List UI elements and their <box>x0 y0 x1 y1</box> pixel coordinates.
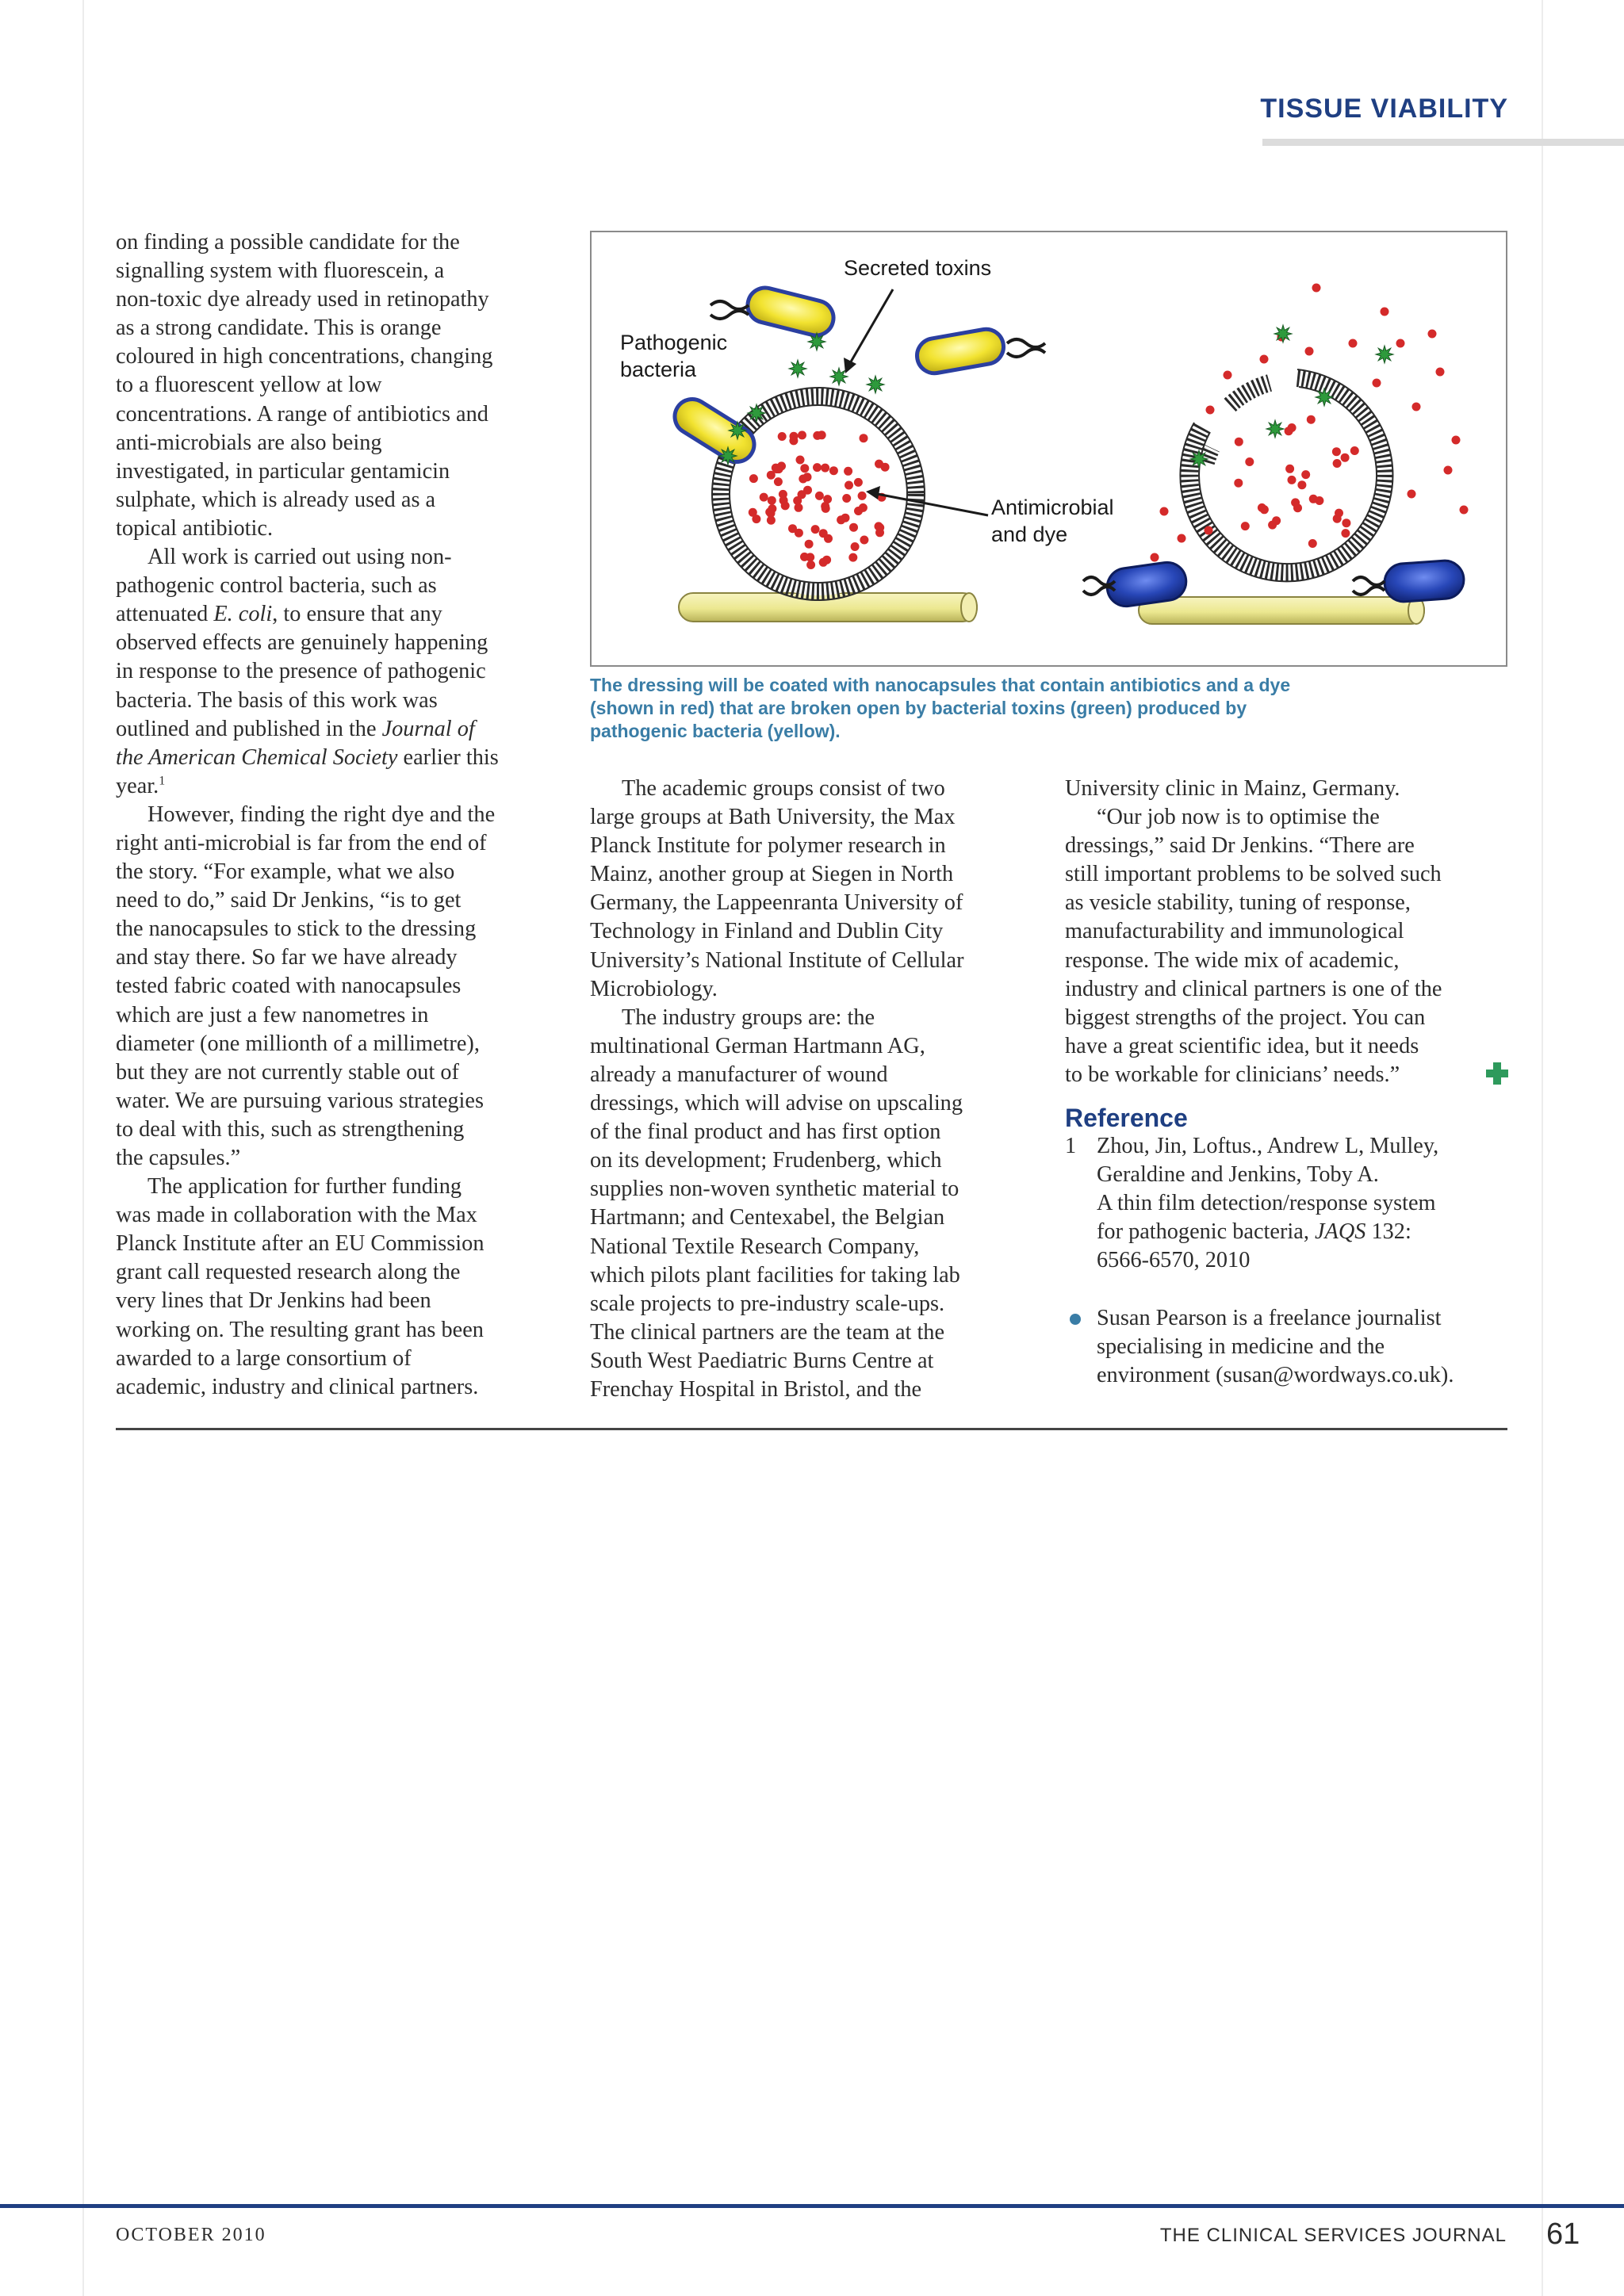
paragraph <box>1065 803 1509 1089</box>
toxin-particle <box>867 376 884 393</box>
text-line: to a fluorescent yellow at low <box>116 373 382 398</box>
dye-particle <box>749 508 757 517</box>
dye-particle <box>778 432 787 441</box>
species-name: E. coli <box>213 602 273 627</box>
text-line: non-toxic dye already used in retinopathy <box>116 287 489 312</box>
text-line: environment (susan@wordways.co.uk). <box>1097 1362 1454 1387</box>
caption-line: pathogenic bacteria (yellow). <box>590 721 841 741</box>
dye-particle <box>1460 506 1469 515</box>
text-line: the nanocapsules to stick to the dressing <box>116 916 477 942</box>
text-line: on finding a possible candidate for the <box>116 230 460 254</box>
dye-particle <box>1235 438 1243 446</box>
text-line: right anti-microbial is far from the end of <box>116 830 487 855</box>
dye-particle <box>1312 284 1321 293</box>
dye-particle <box>1444 466 1453 475</box>
text-line: already a manufacturer of wound <box>590 1062 888 1087</box>
dye-particle <box>796 456 805 465</box>
text-line: sulphate, which is already used as a <box>116 487 436 512</box>
label-secreted-toxins: Secreted toxins <box>844 256 992 280</box>
nanocapsule-diagram <box>592 232 1509 668</box>
dye-particle <box>1297 480 1306 489</box>
dye-particle <box>774 477 783 486</box>
article-column-3 <box>1065 775 1509 1390</box>
text-line: pathogenic control bacteria, such as <box>116 573 437 599</box>
paragraph <box>116 543 560 801</box>
dye-particle <box>1288 476 1297 484</box>
text-line: working on. The resulting grant has been <box>116 1317 484 1342</box>
text-line: Hartmann; and Centexabel, the Belgian <box>590 1205 945 1230</box>
text-line: A thin film detection/response system <box>1097 1191 1436 1216</box>
text-line: biggest strengths of the project. You can <box>1065 1004 1426 1030</box>
text-line: Susan Pearson is a freelance journalist <box>1097 1305 1442 1330</box>
label-antimicrobial: Antimicrobial <box>991 496 1114 519</box>
text-line: signalling system with fluorescein, a <box>116 258 445 284</box>
dye-particle <box>1333 459 1342 468</box>
dye-particle <box>1341 453 1350 462</box>
dye-particle <box>798 430 806 439</box>
section-label: TISSUE VIABILITY <box>1260 94 1508 124</box>
dye-particle <box>1160 507 1169 516</box>
text-run: earlier this <box>397 744 499 770</box>
dye-particle <box>813 431 822 440</box>
dye-particle <box>805 540 814 549</box>
text-line: as vesicle stability, tuning of response, <box>1065 890 1411 916</box>
text-line: still important problems to be solved such <box>1065 862 1442 887</box>
dye-particle <box>799 475 807 484</box>
dye-particle <box>795 529 803 538</box>
text-line: Microbiology. <box>590 976 718 1001</box>
text-line: coloured in high concentrations, changing <box>116 344 493 369</box>
text-line: water. We are pursuing various strategies <box>116 1088 484 1113</box>
dye-particle <box>1260 355 1269 364</box>
dye-particle <box>811 525 820 534</box>
paragraph <box>590 1004 1034 1404</box>
text-line: bacteria. The basis of this work was <box>116 687 438 713</box>
text-line: The clinical partners are the team at the <box>590 1319 945 1345</box>
text-line: of the final product and has first option <box>590 1119 941 1145</box>
dye-particle <box>815 492 824 500</box>
journal-title: Journal of <box>381 716 475 741</box>
fabric-fibre-right <box>1139 597 1424 624</box>
text-line: the capsules.” <box>116 1146 241 1170</box>
dye-particle <box>1260 505 1269 514</box>
text-line: awarded to a large consortium of <box>116 1345 412 1371</box>
dye-particle <box>1333 515 1342 523</box>
text-line: Technology in Finland and Dublin City <box>590 919 944 944</box>
paragraph <box>116 1173 560 1402</box>
dye-particle <box>845 481 853 490</box>
reference-heading: Reference <box>1065 1104 1188 1133</box>
text-line: topical antibiotic. <box>116 515 274 541</box>
text-line: Germany, the Lappeenranta University of <box>590 890 963 916</box>
text-line: to be workable for clinicians’ needs.” <box>1065 1062 1400 1087</box>
text-line: to deal with this, such as strengthening <box>116 1116 465 1142</box>
dye-particle <box>1285 465 1294 473</box>
dye-particle <box>829 466 838 475</box>
article-column-1 <box>116 228 560 1402</box>
dye-particle <box>1332 447 1341 456</box>
reference-item <box>1065 1132 1509 1275</box>
text-line <box>116 772 560 801</box>
pathogenic-bacterium <box>710 284 837 339</box>
dye-particle <box>1151 553 1159 562</box>
reference-section <box>1065 1104 1509 1132</box>
dye-particle <box>1308 539 1317 548</box>
dye-particle <box>1350 446 1359 455</box>
reference-number: 1 <box>1065 1134 1077 1159</box>
dye-particle <box>821 464 829 473</box>
dye-particle <box>1452 436 1461 445</box>
toxin-particle <box>719 447 737 465</box>
text-line: manufacturability and immunological <box>1065 919 1404 944</box>
dye-particle <box>800 464 809 473</box>
author-bio <box>1065 1304 1509 1390</box>
text-line: Geraldine and Jenkins, Toby A. <box>1097 1162 1379 1188</box>
text-line: as a strong candidate. This is orange <box>116 316 442 341</box>
text-line: University’s National Institute of Cellular <box>590 947 964 973</box>
text-line: very lines that Dr Jenkins had been <box>116 1288 431 1314</box>
dye-particle <box>854 478 863 487</box>
text-run: , to ensure that any <box>272 602 442 627</box>
text-line: need to do,” said Dr Jenkins, “is to get <box>116 888 462 913</box>
paragraph <box>116 228 560 543</box>
intact-nanocapsule <box>712 388 925 600</box>
paragraph <box>1065 775 1509 803</box>
dye-particle <box>1206 406 1215 415</box>
journal-abbrev: JAQS <box>1314 1219 1366 1245</box>
dye-particle <box>806 553 814 561</box>
text-line: industry and clinical partners is one of the <box>1065 976 1442 1001</box>
text-line: multinational German Hartmann AG, <box>590 1033 925 1058</box>
dye-particle <box>823 495 832 503</box>
left-margin-line <box>82 0 84 2296</box>
dye-particle <box>822 556 831 564</box>
dye-particle <box>779 496 788 505</box>
footnote-marker: 1 <box>159 774 166 788</box>
dye-particle <box>1224 371 1232 380</box>
text-line: and stay there. So far we have already <box>116 945 458 970</box>
text-run: attenuated <box>116 602 214 627</box>
dye-particle <box>1341 529 1350 538</box>
dye-particle <box>1288 423 1297 432</box>
dye-particle <box>1436 368 1445 377</box>
section-rule <box>1262 139 1624 146</box>
text-line: The application for further funding <box>147 1174 462 1200</box>
ruptured-nanocapsule <box>1151 284 1469 582</box>
text-line <box>116 715 560 744</box>
toxin-particle <box>1316 388 1333 406</box>
page-number: 61 <box>1546 2218 1580 2251</box>
dye-particle <box>1305 347 1314 356</box>
text-line: the story. “For example, what we also <box>116 859 455 885</box>
text-line: grant call requested research along the <box>116 1260 461 1285</box>
text-line <box>1097 1218 1509 1246</box>
text-line: dressings, which will advise on upscaling <box>590 1091 963 1116</box>
text-line: The academic groups consist of two <box>622 776 945 801</box>
text-line: Frenchay Hospital in Bristol, and the <box>590 1376 922 1402</box>
text-line: All work is carried out using non- <box>147 545 452 570</box>
dye-particle <box>1241 522 1250 530</box>
toxin-particle <box>789 360 806 377</box>
text-line: academic, industry and clinical partners. <box>116 1374 479 1399</box>
text-line: National Textile Research Company, <box>590 1234 920 1259</box>
dye-particle <box>854 507 863 515</box>
dye-particle <box>1373 379 1381 388</box>
dye-particle <box>844 467 852 476</box>
dye-particle <box>1342 519 1350 527</box>
text-line: The industry groups are: the <box>622 1004 875 1030</box>
dye-particle <box>1309 495 1318 503</box>
text-line: observed effects are genuinely happening <box>116 630 488 656</box>
text-line: South West Paediatric Burns Centre at <box>590 1348 934 1373</box>
dye-particle <box>772 464 780 473</box>
text-line: 6566-6570, 2010 <box>1097 1248 1251 1273</box>
dye-particle <box>1205 526 1213 535</box>
toxin-particle <box>808 333 825 350</box>
toxin-particle <box>1266 420 1284 438</box>
text-line: Zhou, Jin, Loftus., Andrew L, Mulley, <box>1097 1134 1439 1159</box>
dye-particle <box>1396 339 1405 348</box>
dye-particle <box>837 515 845 524</box>
text-line: was made in collaboration with the Max <box>116 1203 477 1228</box>
text-run: outlined and published in the <box>116 716 382 741</box>
footer-date: OCTOBER 2010 <box>116 2225 266 2245</box>
dye-particle <box>1293 503 1302 512</box>
text-line <box>116 600 560 629</box>
footer-journal: THE CLINICAL SERVICES JOURNAL <box>1159 2225 1507 2246</box>
right-margin-line <box>1542 0 1543 2296</box>
toxin-particle <box>1190 450 1208 468</box>
toxin-particle <box>1274 325 1292 342</box>
dye-particle <box>1381 308 1389 316</box>
toxin-particle <box>1376 346 1393 363</box>
paragraph <box>116 801 560 1173</box>
text-line <box>116 744 560 772</box>
label-bacteria: bacteria <box>620 358 697 381</box>
text-line: dressings,” said Dr Jenkins. “There are <box>1065 833 1415 859</box>
dye-particle <box>1428 330 1437 339</box>
dye-particle <box>749 474 758 483</box>
toxin-particle <box>748 404 765 422</box>
pathogenic-bacterium <box>914 327 1045 376</box>
text-line: but they are not currently stable out of <box>116 1059 459 1085</box>
dye-particle <box>768 496 776 505</box>
text-line: diameter (one millionth of a millimetre), <box>116 1031 480 1056</box>
dye-particle <box>806 561 815 569</box>
dye-particle <box>1408 490 1416 499</box>
label-pathogenic: Pathogenic <box>620 331 728 354</box>
dye-particle <box>860 536 868 545</box>
text-line: on its development; Frudenberg, which <box>590 1148 942 1173</box>
dye-particle <box>842 494 851 503</box>
text-line: which pilots plant facilities for taking lab <box>590 1262 960 1288</box>
text-line: specialising in medicine and the <box>1097 1334 1385 1359</box>
dye-particle <box>858 492 867 500</box>
text-line: Mainz, another group at Siegen in North <box>590 862 954 887</box>
footer-rule <box>0 2204 1624 2208</box>
dye-particle <box>849 523 858 532</box>
bullet-icon <box>1070 1314 1081 1325</box>
journal-title: the American Chemical Society <box>116 744 398 770</box>
text-line: concentrations. A range of antibiotics and <box>116 401 488 427</box>
figure-illustration <box>590 231 1507 667</box>
dye-particle <box>1245 457 1254 466</box>
dye-particle <box>875 460 883 469</box>
dye-particle <box>1268 521 1277 530</box>
dye-particle <box>1178 534 1186 543</box>
dye-particle <box>1301 470 1310 479</box>
toxin-particle <box>729 422 746 439</box>
text-line: “Our job now is to optimise the <box>1097 805 1380 830</box>
text-run: year. <box>116 773 159 798</box>
dye-particle <box>1349 339 1358 348</box>
dye-particle <box>1307 415 1316 424</box>
text-line: anti-microbials are also being <box>116 430 382 455</box>
text-run: for pathogenic bacteria, <box>1097 1219 1315 1245</box>
label-and-dye: and dye <box>991 522 1068 546</box>
text-line: investigated, in particular gentamicin <box>116 458 450 484</box>
text-line: University clinic in Mainz, Germany. <box>1065 776 1400 801</box>
dye-particle <box>851 542 860 551</box>
caption-line: (shown in red) that are broken open by bacterial toxins (green) produced by <box>590 698 1247 718</box>
text-line: scale projects to pre-industry scale-ups. <box>590 1291 945 1316</box>
arrow-secreted-toxins <box>844 289 893 373</box>
dye-particle <box>798 490 806 499</box>
dye-particle <box>790 432 799 441</box>
text-line: in response to the presence of pathogenic <box>116 659 486 684</box>
paragraph <box>590 775 1034 1004</box>
dye-particle <box>860 434 868 442</box>
dye-particle <box>795 503 803 512</box>
text-line: large groups at Bath University, the Max <box>590 805 956 830</box>
text-line: tested fabric coated with nanocapsules <box>116 974 462 999</box>
text-line: However, finding the right dye and the <box>147 802 496 827</box>
text-line: supplies non-woven synthetic material to <box>590 1177 959 1202</box>
dye-particle <box>875 528 884 537</box>
end-mark-cross-icon <box>1486 1062 1508 1085</box>
text-line: Planck Institute for polymer research in <box>590 833 946 859</box>
caption-line: The dressing will be coated with nanocapsules that contain antibiotics and a dye <box>590 675 1291 695</box>
dye-particle <box>768 504 776 513</box>
dye-particle <box>1412 403 1421 411</box>
dye-particle <box>848 553 857 562</box>
dye-particle <box>760 493 768 502</box>
text-line: response. The wide mix of academic, <box>1065 947 1400 973</box>
dye-particle <box>819 529 828 538</box>
text-line: have a great scientific idea, but it needs <box>1065 1033 1419 1058</box>
text-line: Planck Institute after an EU Commission <box>116 1231 485 1257</box>
dye-particle <box>1234 479 1243 488</box>
text-line: which are just a few nanometres in <box>116 1002 429 1027</box>
article-end-rule <box>116 1428 1507 1430</box>
figure-caption <box>590 674 1510 743</box>
article-column-2 <box>590 775 1034 1404</box>
text-run: 132: <box>1365 1219 1411 1245</box>
dye-particle <box>813 463 822 472</box>
